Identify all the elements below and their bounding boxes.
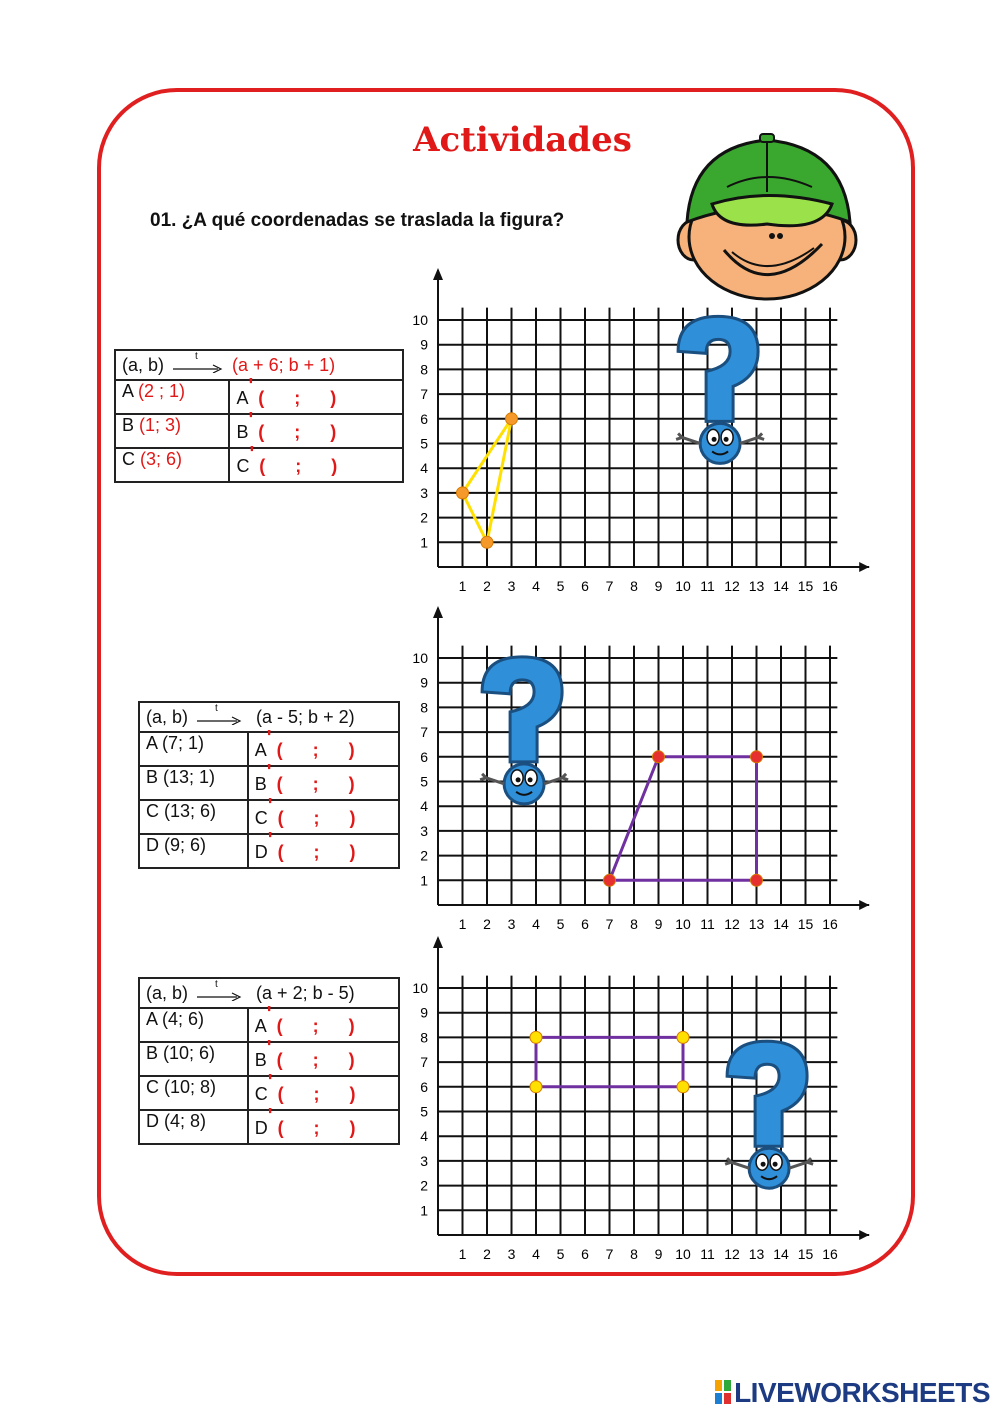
x-tick-label: 16	[822, 578, 838, 594]
x-tick-label: 12	[724, 1246, 740, 1262]
x-tick-label: 1	[458, 1246, 467, 1262]
translation-rule: (a, b) t (a + 6; b + 1)	[115, 350, 403, 380]
answer-blank[interactable]: ( ; )	[277, 842, 358, 862]
x-tick-label: 4	[532, 916, 540, 932]
x-tick-label: 9	[654, 1246, 663, 1262]
prime-mark: '	[267, 1071, 273, 1093]
x-tick-label: 8	[630, 916, 638, 932]
x-tick-label: 15	[797, 578, 814, 594]
x-tick-label: 16	[822, 1246, 838, 1262]
original-point	[115, 414, 229, 448]
image-point-answer[interactable]	[248, 1105, 399, 1144]
original-point	[139, 766, 248, 800]
translation-rule: (a, b) t (a - 5; b + 2)	[139, 702, 399, 732]
prime-mark: '	[249, 443, 255, 465]
x-tick-label: 7	[605, 578, 614, 594]
question-mark-mascot-icon	[676, 316, 764, 463]
x-tick-label: 9	[654, 578, 663, 594]
prime-mark: '	[248, 375, 254, 397]
point-coordinates: (13; 1)	[163, 767, 216, 787]
translation-rule: (a, b) t (a + 2; b - 5)	[139, 978, 399, 1008]
lw-logo-icon	[714, 1378, 732, 1406]
x-tick-label: 15	[797, 916, 814, 932]
table-row	[115, 414, 403, 448]
vertex-point	[530, 1031, 542, 1043]
answer-blank[interactable]: ( ; )	[276, 1050, 357, 1070]
y-axis-arrow-icon	[433, 268, 443, 280]
table-row	[115, 380, 403, 414]
x-tick-label: 13	[748, 1246, 765, 1262]
x-tick-label: 12	[724, 578, 740, 594]
y-tick-label: 7	[420, 386, 428, 403]
vertex-point	[653, 751, 665, 763]
x-tick-label: 14	[773, 916, 789, 932]
x-tick-label: 3	[507, 578, 516, 594]
prime-mark: '	[266, 1003, 272, 1025]
exercise-3-rows	[139, 1003, 399, 1144]
original-point	[139, 1076, 248, 1110]
x-tick-label: 2	[483, 1246, 491, 1262]
image-point-answer[interactable]	[248, 829, 399, 868]
y-tick-label: 2	[420, 1177, 428, 1194]
y-tick-label: 7	[420, 1054, 428, 1071]
x-tick-label: 8	[630, 578, 638, 594]
vertex-point	[481, 536, 493, 548]
x-tick-label: 13	[748, 578, 765, 594]
image-point-name: C	[236, 456, 250, 476]
point-coordinates: (4; 8)	[164, 1111, 207, 1131]
x-tick-label: 4	[532, 578, 540, 594]
x-tick-label: 10	[675, 578, 691, 594]
point-name: B	[146, 767, 159, 787]
translation-arrow-icon: t	[197, 711, 247, 725]
x-tick-label: 3	[507, 916, 516, 932]
point-name: C	[122, 449, 135, 469]
x-axis-arrow-icon	[859, 1230, 869, 1240]
x-tick-label: 3	[507, 1246, 516, 1262]
y-tick-label: 5	[420, 1103, 428, 1120]
point-coordinates: (10; 6)	[163, 1043, 216, 1063]
original-point	[139, 834, 248, 868]
image-point-answer[interactable]	[229, 375, 403, 414]
answer-blank[interactable]: ( ; )	[259, 456, 340, 476]
image-point-name: A	[254, 740, 267, 760]
y-axis-arrow-icon	[433, 936, 443, 948]
x-tick-label: 11	[700, 578, 715, 594]
x-tick-label: 6	[581, 1246, 589, 1262]
x-tick-label: 5	[556, 916, 565, 932]
point-name: D	[146, 835, 159, 855]
x-tick-label: 9	[654, 916, 663, 932]
original-point	[139, 732, 248, 766]
x-tick-label: 11	[700, 916, 715, 932]
y-tick-label: 8	[420, 699, 428, 716]
prime-mark: '	[266, 1037, 272, 1059]
x-axis-arrow-icon	[859, 562, 869, 572]
original-point	[139, 1042, 248, 1076]
question-text: 01. ¿A qué coordenadas se traslada la figura?	[150, 210, 565, 231]
point-coordinates: (7; 1)	[162, 733, 205, 753]
point-name: C	[146, 1077, 159, 1097]
y-tick-label: 5	[420, 435, 428, 452]
vertex-point	[751, 751, 763, 763]
y-tick-label: 8	[420, 361, 428, 378]
page-title: Actividades	[413, 120, 632, 160]
answer-blank[interactable]: ( ; )	[277, 808, 358, 828]
original-point	[115, 448, 229, 482]
original-point	[115, 380, 229, 414]
answer-blank[interactable]: ( ; )	[258, 422, 339, 442]
x-tick-label: 1	[458, 916, 467, 932]
vertex-point	[530, 1081, 542, 1093]
x-tick-label: 7	[605, 1246, 614, 1262]
x-tick-label: 5	[556, 578, 565, 594]
original-point	[139, 1008, 248, 1042]
answer-blank[interactable]: ( ; )	[276, 1016, 357, 1036]
y-axis-arrow-icon	[433, 606, 443, 618]
graph-exercise-2	[400, 600, 890, 945]
question-mark-mascot-icon	[725, 1041, 813, 1188]
y-tick-label: 9	[420, 674, 428, 691]
y-tick-label: 2	[420, 509, 428, 526]
y-tick-label: 6	[420, 1078, 428, 1095]
x-tick-label: 14	[773, 1246, 789, 1262]
x-tick-label: 11	[700, 1246, 715, 1262]
y-tick-label: 4	[420, 1128, 428, 1145]
y-tick-label: 5	[420, 773, 428, 790]
y-tick-label: 7	[420, 724, 428, 741]
x-tick-label: 5	[556, 1246, 565, 1262]
exercise-1-rows	[115, 375, 403, 482]
original-point	[139, 800, 248, 834]
prime-mark: '	[267, 829, 273, 851]
x-tick-label: 8	[630, 1246, 638, 1262]
image-point-name: C	[254, 808, 268, 828]
image-point-name: C	[254, 1084, 268, 1104]
y-tick-label: 1	[420, 1202, 428, 1219]
x-tick-label: 1	[458, 578, 467, 594]
answer-blank[interactable]: ( ; )	[277, 1118, 358, 1138]
x-tick-label: 6	[581, 916, 589, 932]
prime-mark: '	[267, 795, 273, 817]
y-tick-label: 4	[420, 798, 428, 815]
point-coordinates: (10; 8)	[164, 1077, 217, 1097]
y-tick-label: 1	[420, 534, 428, 551]
vertex-point	[751, 874, 763, 886]
point-coordinates: (3; 6)	[140, 449, 183, 469]
graph-exercise-1	[400, 262, 890, 607]
image-point-name: A	[254, 1016, 267, 1036]
x-tick-label: 6	[581, 578, 589, 594]
y-tick-label: 9	[420, 1004, 428, 1021]
x-tick-label: 13	[748, 916, 765, 932]
y-tick-label: 6	[420, 748, 428, 765]
point-coordinates: (2 ; 1)	[138, 381, 186, 401]
image-point-name: D	[254, 842, 268, 862]
x-tick-label: 7	[605, 916, 614, 932]
x-tick-label: 14	[773, 578, 789, 594]
original-point	[139, 1110, 248, 1144]
image-point-answer[interactable]	[229, 409, 403, 448]
graph-exercise-3	[400, 930, 890, 1275]
point-name: B	[122, 415, 135, 435]
point-coordinates: (9; 6)	[164, 835, 207, 855]
vertex-point	[506, 413, 518, 425]
question-mark-mascot-icon	[480, 657, 568, 804]
exercise-3-table	[138, 977, 400, 1145]
y-tick-label: 10	[412, 650, 428, 666]
image-point-answer[interactable]	[229, 443, 403, 482]
vertex-point	[604, 874, 616, 886]
vertex-point	[457, 487, 469, 499]
x-tick-label: 2	[483, 916, 491, 932]
point-name: A	[146, 733, 158, 753]
prime-mark: '	[267, 1105, 273, 1127]
x-tick-label: 16	[822, 916, 838, 932]
image-point-name: B	[254, 774, 267, 794]
x-tick-label: 12	[724, 916, 740, 932]
prime-mark: '	[248, 409, 254, 431]
point-coordinates: (13; 6)	[164, 801, 217, 821]
y-tick-label: 2	[420, 847, 428, 864]
y-tick-label: 4	[420, 460, 428, 477]
point-name: A	[146, 1009, 158, 1029]
answer-blank[interactable]: ( ; )	[277, 1084, 358, 1104]
table-row	[139, 1110, 399, 1144]
table-row	[115, 448, 403, 482]
x-tick-label: 2	[483, 578, 491, 594]
point-name: A	[122, 381, 134, 401]
translation-arrow-icon: t	[173, 359, 223, 373]
image-point-name: B	[254, 1050, 267, 1070]
answer-blank[interactable]: ( ; )	[258, 388, 339, 408]
translation-arrow-icon: t	[197, 987, 247, 1001]
y-tick-label: 8	[420, 1029, 428, 1046]
point-name: B	[146, 1043, 159, 1063]
image-point-name: D	[254, 1118, 268, 1138]
x-tick-label: 15	[797, 1246, 814, 1262]
y-tick-label: 3	[420, 1152, 428, 1169]
liveworksheets-logo: LIVEWORKSHEETS	[714, 1377, 990, 1409]
table-row	[139, 834, 399, 868]
x-axis-arrow-icon	[859, 900, 869, 910]
vertex-point	[677, 1081, 689, 1093]
y-tick-label: 3	[420, 822, 428, 839]
y-tick-label: 1	[420, 872, 428, 889]
exercise-1-table	[114, 349, 404, 483]
point-name: D	[146, 1111, 159, 1131]
prime-mark: '	[266, 727, 272, 749]
prime-mark: '	[266, 761, 272, 783]
point-coordinates: (1; 3)	[139, 415, 182, 435]
point-coordinates: (4; 6)	[162, 1009, 205, 1029]
exercise-2-rows	[139, 727, 399, 868]
y-tick-label: 10	[412, 980, 428, 996]
y-tick-label: 9	[420, 336, 428, 353]
vertex-point	[677, 1031, 689, 1043]
x-tick-label: 10	[675, 1246, 691, 1262]
x-tick-label: 4	[532, 1246, 540, 1262]
x-tick-label: 10	[675, 916, 691, 932]
answer-blank[interactable]: ( ; )	[276, 774, 357, 794]
y-tick-label: 3	[420, 484, 428, 501]
image-point-name: B	[236, 422, 249, 442]
answer-blank[interactable]: ( ; )	[276, 740, 357, 760]
y-tick-label: 10	[412, 312, 428, 328]
image-point-name: A	[236, 388, 249, 408]
y-tick-label: 6	[420, 410, 428, 427]
point-name: C	[146, 801, 159, 821]
exercise-2-table	[138, 701, 400, 869]
